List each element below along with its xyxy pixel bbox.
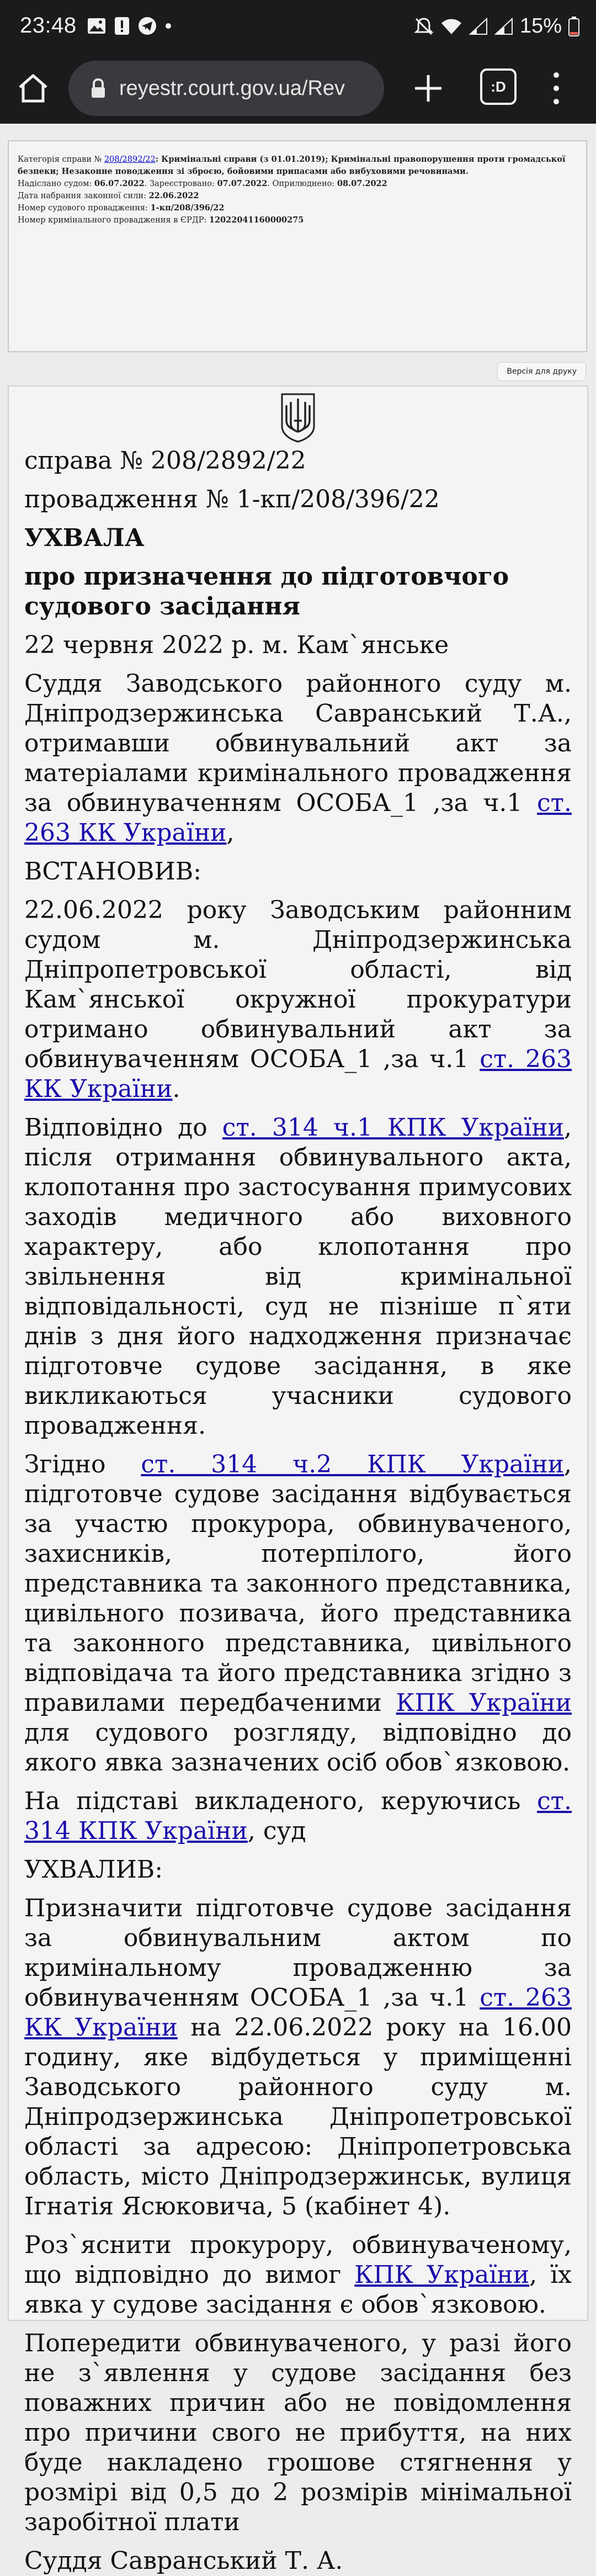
paragraph-1: Суддя Заводського районного суду м. Дніпродзержинська Савранський Т.А., отримавши обвинувальний акт за матеріалами кримінального провадження за обвинуваченням ОСОБА_1 ,за ч.1 ст. 263 КК України, — [24, 670, 572, 847]
paragraph-7: Роз`яснити прокурору, обвинуваченому, що відповідно до вимог КПК України, їх явка у судове засідання є обов`язковою. — [24, 2231, 572, 2319]
meta-category: Категорія справи № 208/2892/22: Кримінальні справи (з 01.01.2019); Кримінальні правопорушення проти громадської безпеки; Незаконне поводження зі зброєю, бойовими припасами або вибуховими речовинами. — [18, 155, 566, 176]
mute-icon — [414, 17, 434, 36]
browser-toolbar — [0, 53, 596, 124]
case-metadata — [8, 140, 587, 352]
established-heading: ВСТАНОВИВ: — [24, 857, 201, 886]
gallery-icon — [87, 18, 106, 34]
print-row — [0, 362, 596, 382]
wifi-icon — [440, 18, 462, 35]
more-menu-icon[interactable] — [545, 68, 567, 108]
paragraph-3: Відповідно до ст. 314 ч.1 КПК України, після отримання обвинувального акта, клопотання про застосування примусових заходів медичного або виховного характеру, або клопотання про звільнення від кримінальної відповідальності, суд не пізніше п`яти днів з дня його надходження призначає підготовче судове засідання, в яке викликаються учасники судового провадження. — [24, 1114, 572, 1440]
signature: Суддя Савранський Т. А. — [24, 2547, 343, 2575]
trident-emblem-icon — [280, 393, 316, 443]
proceeding-number: провадження № 1-кп/208/396/22 — [24, 485, 440, 513]
paragraph-4: Згідно ст. 314 ч.2 КПК України, підготовче судове засідання відбувається за участю прокурора, обвинуваченого, захисників, потерпілого, його представника та законного представника, цивільного позивача, його представника та законного представника, цивільного відповідача та його представника згідно з правилами передбаченими КПК України для судового розгляду, відповідно до якого явка зазначених осіб обов`язковою. — [24, 1450, 572, 1777]
court-document — [8, 385, 588, 2575]
page-content — [0, 124, 596, 2575]
battery-percent: 15% — [519, 14, 562, 38]
paragraph-2: 22.06.2022 року Заводським районним судом м. Дніпродзержинська Дніпропетровської області, від Кам`янської окружної прокуратури отримано обвинувальний акт за обвинуваченням ОСОБА_1 ,за ч.1 ст. 263 КК України. — [24, 896, 572, 1103]
home-icon[interactable] — [15, 71, 51, 106]
ruled-heading: УХВАЛИВ: — [24, 1856, 163, 1884]
status-bar — [0, 0, 596, 53]
law-link[interactable]: КПК України — [354, 2261, 530, 2289]
law-link[interactable]: КПК України — [396, 1689, 572, 1717]
address-url: reyestr.court.gov.ua/Rev — [119, 76, 345, 100]
law-link[interactable]: ст. 314 КПК України — [24, 1787, 572, 1845]
law-link[interactable]: ст. 314 ч.1 КПК України — [222, 1114, 564, 1142]
print-version-button[interactable]: Версія для друку — [497, 362, 586, 381]
law-link[interactable]: ст. 263 КК України — [24, 1045, 572, 1103]
meta-proceeding: Номер судового провадження: 1-кп/208/396/22 — [18, 203, 225, 213]
telegram-icon — [138, 17, 157, 35]
notification-icons — [87, 17, 172, 35]
paragraph-5: На підставі викладеного, керуючись ст. 314 КПК України, суд — [24, 1787, 572, 1845]
date-place: 22 червня 2022 р. м. Кам`янське — [24, 631, 449, 659]
status-time: 23:48 — [20, 13, 77, 38]
tabs-button[interactable]: :D — [480, 68, 517, 105]
address-bar[interactable] — [68, 61, 384, 116]
meta-legal-force: Дата набрання законної сили: 22.06.2022 — [18, 191, 199, 200]
signal-2-icon — [494, 18, 513, 35]
system-icons — [414, 14, 579, 38]
case-number: справа № 208/2892/22 — [24, 447, 306, 475]
dot-icon — [164, 22, 172, 30]
battery-icon — [568, 17, 579, 36]
lock-icon — [87, 77, 109, 99]
case-link[interactable]: 208/2892/22 — [104, 155, 156, 164]
signal-icon — [469, 18, 488, 35]
law-link[interactable]: ст. 314 ч.2 КПК України — [141, 1450, 564, 1478]
meta-erdr: Номер кримінального провадження в ЄРДР: 12022041160000275 — [18, 215, 304, 225]
document-subtitle: про призначення до підготовчого судового засідання — [24, 563, 509, 621]
alert-icon — [114, 17, 130, 35]
paragraph-8: Попередити обвинуваченого, у разі його не з`явлення у судове засідання без поважних причин або не повідомлення про причини свого не прибуття, на них буде накладено грошове стягнення у розмірі від 0,5 до 2 розмірів мінімальної заробітної плати — [24, 2329, 572, 2536]
law-link[interactable]: ст. 263 КК України — [24, 789, 572, 847]
meta-dates: Надіслано судом: 06.07.2022. Зареєстровано: 07.07.2022. Оприлюднено: 08.07.2022 — [18, 179, 387, 188]
law-link[interactable]: ст. 263 КК України — [24, 1984, 572, 2042]
new-tab-icon[interactable] — [409, 70, 447, 107]
document-title: УХВАЛА — [24, 524, 145, 552]
paragraph-6: Призначити підготовче судове засідання за обвинувальним актом по кримінальному провадженню за обвинуваченням ОСОБА_1 ,за ч.1 ст. 263 КК України на 22.06.2022 року на 16.00 годину, яке відбудеться у приміщенні Заводського районного суду м. Дніпродзержинська Дніпропетровської області за адресою: Дніпропетровська область, місто Дніпродзержинськ, вулиця Ігнатія Ясюковича, 5 (кабінет 4). — [24, 1894, 572, 2220]
